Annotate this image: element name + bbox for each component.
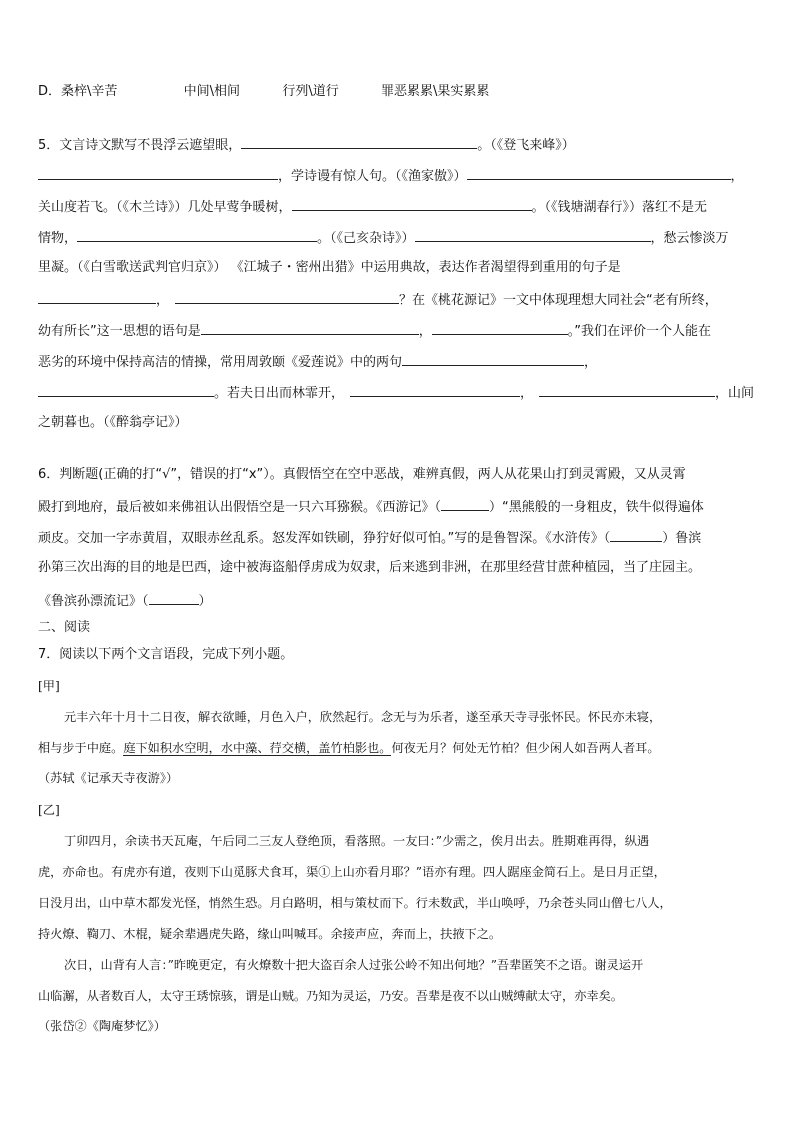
- q5-text: 幼有所长”这一思想的语句是: [38, 324, 201, 339]
- passage-jia-source: [38, 768, 178, 788]
- q5-line-6: [38, 289, 718, 311]
- q5-text: 。若夫日出而林霏开，: [214, 386, 345, 401]
- q5-text: 情物，: [38, 231, 78, 246]
- passage-label: [甲]: [38, 679, 60, 693]
- q5-text: 恶劣的环境中保持高洁的情操，常用周敦颐《爱莲说》中的两句: [38, 355, 403, 370]
- passage-text: 持火燎、鞫刀、木棍，疑余辈遇虎失路，缘山叫喊耳。余接声应，奔而上，扶掖下之。: [38, 927, 502, 941]
- passage-yi-source: [38, 1016, 166, 1036]
- q5-line-8: [38, 351, 597, 373]
- passage-yi-line-2: [38, 862, 666, 882]
- q5-text: 关山度若飞。（《木兰诗》）几处早莺争暖树，: [38, 200, 292, 215]
- answer-blank[interactable]: [77, 227, 317, 242]
- passage-yi-line-3: [38, 893, 672, 913]
- passage-jia-label: [38, 676, 60, 696]
- q5-line-9: [38, 382, 754, 404]
- q6-line-5: [38, 590, 212, 612]
- passage-jia-line-1: [64, 707, 661, 727]
- q5-line-5: [38, 258, 621, 278]
- q5-text: 。（《登飞来峰》）: [477, 138, 575, 153]
- q5-line-4: [38, 227, 729, 249]
- q6-text: ）鲁滨: [662, 531, 702, 546]
- judgement-blank[interactable]: [441, 496, 489, 511]
- q6-line-3: [38, 527, 701, 549]
- passage-yi-label: [38, 800, 60, 820]
- option-d-pair-3: 行列\道行: [282, 84, 339, 99]
- q6-text: 殿打到地府，最后被如来佛祖认出假悟空是一只六耳猕猴。《西游记》（: [38, 500, 442, 515]
- q5-text: ，学诗谩有惊人句。（《渔家傲》）: [278, 169, 467, 184]
- answer-blank[interactable]: [539, 382, 715, 397]
- q5-text: ？在《桃花源记》一文中体现理想大同社会“老有所终，: [399, 293, 718, 308]
- q5-line-10: [38, 413, 188, 433]
- option-d-label: D．桑梓\辛苦: [38, 84, 118, 99]
- q5-text: ，山间: [715, 386, 755, 401]
- q6-text: ）: [198, 594, 212, 609]
- judgement-blank[interactable]: [610, 527, 662, 542]
- q5-line-1: [38, 134, 575, 156]
- q5-text: 5．文言诗文默写不畏浮云遮望眼，: [38, 138, 242, 153]
- answer-blank[interactable]: [432, 320, 568, 335]
- option-d-pair-2: 中间\相间: [183, 84, 241, 99]
- q6-line-2: [38, 496, 704, 518]
- option-d-line: [38, 82, 489, 102]
- q5-text: 。（《钱塘湖春行》）落红不是无: [531, 200, 708, 215]
- answer-blank[interactable]: [467, 165, 731, 180]
- passage-text: 何夜无月？何处无竹柏？但少闲人如吾两人者耳。: [391, 741, 660, 755]
- passage-yi-line-4: [38, 924, 501, 944]
- answer-blank[interactable]: [38, 289, 156, 304]
- answer-blank[interactable]: [241, 134, 477, 149]
- q5-text: 里凝。（《白雪歌送武判官归京》） 《江城子・密州出猎》中运用典故，表达作者渴望得到重用的句子是: [38, 260, 621, 275]
- passage-jia-line-2: [38, 738, 660, 758]
- q7-text: 7．阅读以下两个文言语段，完成下列小题。: [38, 647, 294, 662]
- answer-blank[interactable]: [402, 351, 584, 366]
- passage-text: 相与步于中庭。: [38, 741, 124, 755]
- q6-text: ）“黑熊般的一身粗皮，铁牛似得遍体: [489, 500, 704, 515]
- underlined-sentence: 庭下如积水空明，水中藻、荇交横，盖竹柏影也。: [123, 741, 392, 755]
- q6-text: 《鲁滨孙漂流记》（: [38, 594, 149, 609]
- passage-text: 虎，亦命也。有虎亦有道，夜则下山觅豚犬食耳，渠①上山亦看月耶？”语亦有理。四人踞座金简石上。是日月正望，: [38, 865, 666, 879]
- passage-label: [乙]: [38, 803, 60, 817]
- q6-line-1: [38, 465, 686, 485]
- option-d-pair-4: 罪恶累累\果实累累: [381, 84, 490, 99]
- section-title: 二、阅读: [38, 620, 91, 635]
- passage-source: （张岱②《陶庵梦忆》）: [38, 1019, 166, 1033]
- q5-line-7: [38, 320, 711, 342]
- q5-text: ，: [156, 293, 170, 308]
- judgement-blank[interactable]: [149, 590, 199, 605]
- answer-blank[interactable]: [38, 382, 214, 397]
- q6-text: 孙第三次出海的目的地是巴西，途中被海盗船俘虏成为奴隶，后来逃到非洲，在那里经营甘蔗种植园，当了庄园主。: [38, 560, 702, 575]
- q5-text: 。（《己亥杂诗》）: [317, 231, 415, 246]
- answer-blank[interactable]: [350, 382, 520, 397]
- q5-text: ，愁云惨淡万: [650, 231, 729, 246]
- passage-text: 次日，山背有人言：”昨晚更定，有火燎数十把大盗百余人过张公岭不知出何地？”吾辈匿笑不之语。谢灵运开: [64, 958, 644, 972]
- passage-source: （苏轼《记承天寺夜游》）: [38, 771, 179, 785]
- q5-line-3: [38, 196, 707, 218]
- passage-text: 元丰六年十月十二日夜，解衣欲睡，月色入户，欣然起行。念无与为乐者，遂至承天寺寻张怀民。怀民亦未寝，: [64, 710, 662, 724]
- q5-line-2: [38, 165, 744, 187]
- passage-yi-line-5: [64, 955, 643, 975]
- q6-text: 6．判断题(正确的打“√”，错误的打“x”）。真假悟空在空中恶战，难辨真假，两人从花果山打到灵霄殿，又从灵霄: [38, 467, 686, 482]
- passage-yi-line-6: [38, 986, 623, 1006]
- q5-text: 之朝暮也。（《醉翁亭记》）: [38, 415, 188, 430]
- answer-blank[interactable]: [38, 165, 278, 180]
- q5-text: 。”我们在评价一个人能在: [567, 324, 712, 339]
- q5-text: ，: [418, 324, 432, 339]
- passage-yi-line-1: [64, 831, 649, 851]
- answer-blank[interactable]: [175, 289, 399, 304]
- q6-text: 顽皮。交加一字赤黄眉，双眼赤丝乱系。怒发浑如铁刷，狰狞好似可怕。”写的是鲁智深。《水浒传》（: [38, 531, 611, 546]
- q5-text: ，: [584, 355, 598, 370]
- passage-text: 日没月出，山中草木都发光怪，悄然生恐。月白路明，相与策杖而下。行未数武，半山唤呼，乃余苍头同山僧七八人，: [38, 896, 672, 910]
- q6-line-4: [38, 558, 701, 578]
- answer-blank[interactable]: [292, 196, 532, 211]
- answer-blank[interactable]: [201, 320, 419, 335]
- q7-title: [38, 645, 293, 665]
- q5-text: ，: [520, 386, 534, 401]
- q5-text: ，: [730, 169, 744, 184]
- answer-blank[interactable]: [415, 227, 651, 242]
- passage-text: 丁卯四月，余读书天瓦庵，午后同二三友人登绝顶，看落照。一友曰：”少需之，俟月出去。胜期难再得，纵遇: [64, 834, 650, 848]
- section-heading: [38, 618, 90, 638]
- passage-text: 山临澥，从者数百人，太守王琇惊骇，谓是山贼。乃知为灵运，乃安。吾辈是夜不以山贼缚献太守，亦幸矣。: [38, 989, 623, 1003]
